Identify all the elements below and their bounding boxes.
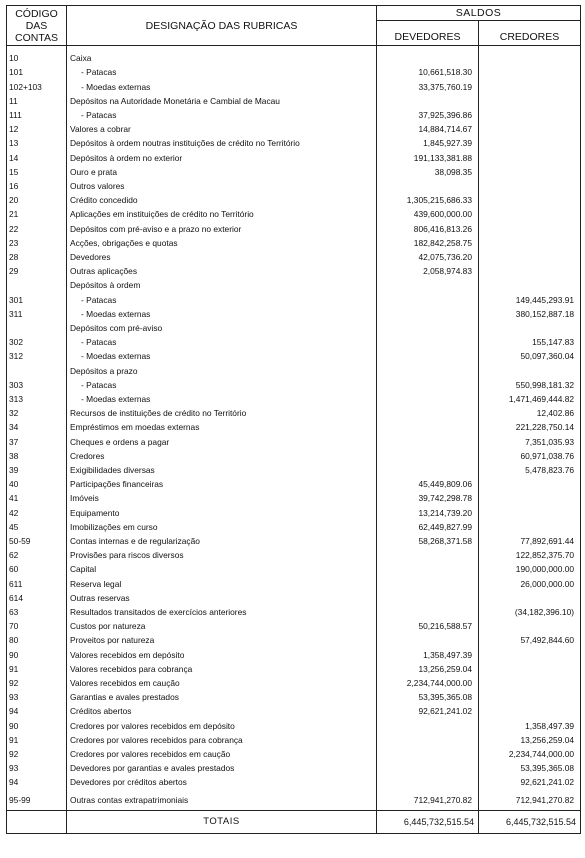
- designation-cell: Garantias e avales prestados: [67, 690, 377, 704]
- table-row: [7, 406, 581, 420]
- debit-cell: [377, 420, 479, 434]
- totals-row: [7, 810, 581, 833]
- table-row: [7, 648, 581, 662]
- table-row: [7, 321, 581, 335]
- designation-cell: Cheques e ordens a pagar: [67, 434, 377, 448]
- credit-cell: [479, 236, 581, 250]
- debit-cell: [377, 278, 479, 292]
- designation-cell: Empréstimos em moedas externas: [67, 420, 377, 434]
- table-header: [7, 6, 581, 46]
- debit-cell: 53,395,365.08: [377, 690, 479, 704]
- credit-cell: 92,621,241.02: [479, 775, 581, 789]
- designation-cell: Depósitos na Autoridade Monetária e Cambial de Macau: [67, 94, 377, 108]
- credit-cell: [479, 207, 581, 221]
- account-code-cell: 311: [7, 307, 67, 321]
- account-code-cell: 11: [7, 94, 67, 108]
- header-designation: DESIGNAÇÃO DAS RUBRICAS: [67, 6, 377, 46]
- designation-cell: Provisões para riscos diversos: [67, 548, 377, 562]
- debit-cell: [377, 51, 479, 65]
- debit-cell: 37,925,396.86: [377, 108, 479, 122]
- table-row: [7, 207, 581, 221]
- credit-cell: 2,234,744,000.00: [479, 747, 581, 761]
- table-footer: [7, 810, 581, 833]
- credit-cell: 122,852,375.70: [479, 548, 581, 562]
- header-balances: SALDOS: [377, 6, 581, 21]
- debit-cell: 92,621,241.02: [377, 704, 479, 718]
- table-row: [7, 733, 581, 747]
- designation-cell: Resultados transitados de exercícios anteriores: [67, 605, 377, 619]
- account-code-cell: 91: [7, 662, 67, 676]
- designation-cell: - Patacas: [67, 108, 377, 122]
- table-row: [7, 165, 581, 179]
- account-code-cell: 102+103: [7, 79, 67, 93]
- account-code-cell: 37: [7, 434, 67, 448]
- account-code-cell: 101: [7, 65, 67, 79]
- account-code-cell: 80: [7, 633, 67, 647]
- designation-cell: Depósitos à ordem: [67, 278, 377, 292]
- table-row: [7, 65, 581, 79]
- credit-cell: 12,402.86: [479, 406, 581, 420]
- designation-cell: Depósitos à ordem no exterior: [67, 150, 377, 164]
- table-row: [7, 591, 581, 605]
- table-row: [7, 491, 581, 505]
- header-credit: CREDORES: [479, 21, 581, 46]
- debit-cell: [377, 335, 479, 349]
- debit-cell: [377, 449, 479, 463]
- designation-cell: Custos por natureza: [67, 619, 377, 633]
- table-row: [7, 264, 581, 278]
- debit-cell: 182,842,258.75: [377, 236, 479, 250]
- table-row: [7, 378, 581, 392]
- credit-cell: 77,892,691.44: [479, 534, 581, 548]
- debit-cell: [377, 463, 479, 477]
- debit-cell: 1,358,497.39: [377, 648, 479, 662]
- designation-cell: Outras contas extrapatrimoniais: [67, 790, 377, 811]
- designation-cell: Contas internas e de regularização: [67, 534, 377, 548]
- debit-cell: [377, 434, 479, 448]
- designation-cell: Acções, obrigações e quotas: [67, 236, 377, 250]
- debit-cell: [377, 548, 479, 562]
- credit-cell: [479, 619, 581, 633]
- table-body: [7, 46, 581, 811]
- account-code-cell: 312: [7, 349, 67, 363]
- debit-cell: 42,075,736.20: [377, 250, 479, 264]
- account-code-cell: 313: [7, 392, 67, 406]
- credit-cell: [479, 278, 581, 292]
- designation-cell: Devedores por créditos abertos: [67, 775, 377, 789]
- table-row: [7, 662, 581, 676]
- account-code-cell: 62: [7, 548, 67, 562]
- balance-table: [6, 5, 581, 834]
- credit-cell: [479, 250, 581, 264]
- credit-cell: 13,256,259.04: [479, 733, 581, 747]
- credit-cell: [479, 506, 581, 520]
- credit-cell: 5,478,823.76: [479, 463, 581, 477]
- table-row: [7, 221, 581, 235]
- designation-cell: Caixa: [67, 51, 377, 65]
- debit-cell: 1,845,927.39: [377, 136, 479, 150]
- account-code-cell: 611: [7, 577, 67, 591]
- debit-cell: 13,214,739.20: [377, 506, 479, 520]
- table-row: [7, 349, 581, 363]
- credit-cell: 380,152,887.18: [479, 307, 581, 321]
- account-code-cell: 34: [7, 420, 67, 434]
- account-code-cell: 70: [7, 619, 67, 633]
- account-code-cell: 22: [7, 221, 67, 235]
- account-code-cell: 13: [7, 136, 67, 150]
- debit-cell: [377, 633, 479, 647]
- designation-cell: - Patacas: [67, 378, 377, 392]
- debit-cell: 1,305,215,686.33: [377, 193, 479, 207]
- table-row: [7, 392, 581, 406]
- designation-cell: Devedores por garantias e avales prestados: [67, 761, 377, 775]
- account-code-cell: 23: [7, 236, 67, 250]
- header-code-line-3: CONTAS: [15, 31, 58, 44]
- debit-cell: 191,133,381.88: [377, 150, 479, 164]
- account-code-cell: 60: [7, 562, 67, 576]
- table-row: [7, 747, 581, 761]
- table-row: [7, 420, 581, 434]
- table-row: [7, 236, 581, 250]
- table-row: [7, 193, 581, 207]
- header-account-code: [7, 6, 67, 46]
- header-code-line-2: DAS: [25, 19, 48, 32]
- account-code-cell: 111: [7, 108, 67, 122]
- designation-cell: - Moedas externas: [67, 349, 377, 363]
- account-code-cell: 38: [7, 449, 67, 463]
- table-row: [7, 562, 581, 576]
- credit-cell: [479, 165, 581, 179]
- debit-cell: [377, 733, 479, 747]
- credit-cell: [479, 193, 581, 207]
- designation-cell: Devedores: [67, 250, 377, 264]
- account-code-cell: 92: [7, 676, 67, 690]
- debit-cell: [377, 94, 479, 108]
- credit-cell: [479, 704, 581, 718]
- credit-cell: 60,971,038.76: [479, 449, 581, 463]
- credit-cell: [479, 79, 581, 93]
- account-code-cell: 14: [7, 150, 67, 164]
- account-code-cell: 93: [7, 761, 67, 775]
- totals-credit: 6,445,732,515.54: [479, 810, 581, 833]
- designation-cell: Credores por valores recebidos para cobrança: [67, 733, 377, 747]
- designation-cell: Créditos abertos: [67, 704, 377, 718]
- designation-cell: Depósitos com pré-aviso e a prazo no exterior: [67, 221, 377, 235]
- header-code-line-1: CÓDIGO: [15, 7, 58, 20]
- table-row: [7, 250, 581, 264]
- debit-cell: [377, 406, 479, 420]
- totals-debit: 6,445,732,515.54: [377, 810, 479, 833]
- designation-cell: Proveitos por natureza: [67, 633, 377, 647]
- debit-cell: [377, 363, 479, 377]
- credit-cell: [479, 150, 581, 164]
- credit-cell: 221,228,750.14: [479, 420, 581, 434]
- table-row: [7, 122, 581, 136]
- designation-cell: Credores por valores recebidos em caução: [67, 747, 377, 761]
- account-code-cell: 16: [7, 179, 67, 193]
- debit-cell: 2,234,744,000.00: [377, 676, 479, 690]
- credit-cell: [479, 94, 581, 108]
- table-row: [7, 108, 581, 122]
- credit-cell: [479, 648, 581, 662]
- designation-cell: - Patacas: [67, 292, 377, 306]
- designation-cell: Aplicações em instituições de crédito no Território: [67, 207, 377, 221]
- debit-cell: [377, 719, 479, 733]
- designation-cell: Valores recebidos em caução: [67, 676, 377, 690]
- debit-cell: [377, 747, 479, 761]
- account-code-cell: [7, 321, 67, 335]
- table-row: [7, 292, 581, 306]
- account-code-cell: 45: [7, 520, 67, 534]
- debit-cell: [377, 292, 479, 306]
- credit-cell: 712,941,270.82: [479, 790, 581, 811]
- table-row: [7, 434, 581, 448]
- account-code-cell: 90: [7, 648, 67, 662]
- table-row: [7, 619, 581, 633]
- credit-cell: 7,351,035.93: [479, 434, 581, 448]
- debit-cell: 13,256,259.04: [377, 662, 479, 676]
- debit-cell: [377, 392, 479, 406]
- account-code-cell: 10: [7, 51, 67, 65]
- credit-cell: [479, 676, 581, 690]
- designation-cell: Credores: [67, 449, 377, 463]
- account-code-cell: 40: [7, 477, 67, 491]
- account-code-cell: 41: [7, 491, 67, 505]
- credit-cell: [479, 477, 581, 491]
- table-row: [7, 520, 581, 534]
- account-code-cell: 614: [7, 591, 67, 605]
- table-row: [7, 136, 581, 150]
- designation-cell: Valores recebidos para cobrança: [67, 662, 377, 676]
- credit-cell: [479, 108, 581, 122]
- designation-cell: - Moedas externas: [67, 392, 377, 406]
- table-row: [7, 477, 581, 491]
- designation-cell: Imóveis: [67, 491, 377, 505]
- credit-cell: [479, 591, 581, 605]
- designation-cell: - Patacas: [67, 335, 377, 349]
- table-row: [7, 633, 581, 647]
- table-row: [7, 577, 581, 591]
- debit-cell: 45,449,809.06: [377, 477, 479, 491]
- debit-cell: 33,375,760.19: [377, 79, 479, 93]
- designation-cell: Capital: [67, 562, 377, 576]
- credit-cell: [479, 179, 581, 193]
- debit-cell: 10,661,518.30: [377, 65, 479, 79]
- account-code-cell: 21: [7, 207, 67, 221]
- designation-cell: Outras aplicações: [67, 264, 377, 278]
- debit-cell: 2,058,974.83: [377, 264, 479, 278]
- credit-cell: (34,182,396.10): [479, 605, 581, 619]
- debit-cell: [377, 378, 479, 392]
- debit-cell: 14,884,714.67: [377, 122, 479, 136]
- table-row: [7, 605, 581, 619]
- debit-cell: [377, 775, 479, 789]
- debit-cell: [377, 577, 479, 591]
- account-code-cell: 303: [7, 378, 67, 392]
- header-debit: DEVEDORES: [377, 21, 479, 46]
- table-row: [7, 335, 581, 349]
- account-code-cell: 94: [7, 775, 67, 789]
- account-code-cell: 15: [7, 165, 67, 179]
- designation-cell: Valores recebidos em depósito: [67, 648, 377, 662]
- table-row: [7, 179, 581, 193]
- credit-cell: 190,000,000.00: [479, 562, 581, 576]
- account-code-cell: [7, 363, 67, 377]
- credit-cell: [479, 51, 581, 65]
- designation-cell: Reserva legal: [67, 577, 377, 591]
- account-code-cell: 90: [7, 719, 67, 733]
- credit-cell: [479, 264, 581, 278]
- credit-cell: [479, 690, 581, 704]
- debit-cell: [377, 605, 479, 619]
- table-row: [7, 363, 581, 377]
- table-row: [7, 690, 581, 704]
- designation-cell: - Moedas externas: [67, 79, 377, 93]
- account-code-cell: 302: [7, 335, 67, 349]
- account-code-cell: 92: [7, 747, 67, 761]
- table-row: [7, 790, 581, 811]
- table-row: [7, 548, 581, 562]
- debit-cell: [377, 321, 479, 335]
- account-code-cell: 95-99: [7, 790, 67, 811]
- debit-cell: 38,098.35: [377, 165, 479, 179]
- designation-cell: Depósitos a prazo: [67, 363, 377, 377]
- table-row: [7, 307, 581, 321]
- credit-cell: [479, 491, 581, 505]
- table-row: [7, 79, 581, 93]
- designation-cell: Ouro e prata: [67, 165, 377, 179]
- table-row: [7, 51, 581, 65]
- table-row: [7, 775, 581, 789]
- account-code-cell: 20: [7, 193, 67, 207]
- debit-cell: [377, 761, 479, 775]
- designation-cell: Exigibilidades diversas: [67, 463, 377, 477]
- debit-cell: [377, 591, 479, 605]
- debit-cell: 712,941,270.82: [377, 790, 479, 811]
- designation-cell: Credores por valores recebidos em depósito: [67, 719, 377, 733]
- table-row: [7, 463, 581, 477]
- credit-cell: [479, 662, 581, 676]
- credit-cell: 149,445,293.91: [479, 292, 581, 306]
- account-code-cell: 12: [7, 122, 67, 136]
- debit-cell: [377, 179, 479, 193]
- credit-cell: [479, 122, 581, 136]
- credit-cell: 550,998,181.32: [479, 378, 581, 392]
- credit-cell: 155,147.83: [479, 335, 581, 349]
- designation-cell: Depósitos à ordem noutras instituições de crédito no Território: [67, 136, 377, 150]
- debit-cell: 58,268,371.58: [377, 534, 479, 548]
- credit-cell: 1,471,469,444.82: [479, 392, 581, 406]
- credit-cell: [479, 363, 581, 377]
- table-row: [7, 719, 581, 733]
- account-code-cell: 29: [7, 264, 67, 278]
- designation-cell: Outros valores: [67, 179, 377, 193]
- credit-cell: [479, 321, 581, 335]
- table-row: [7, 761, 581, 775]
- credit-cell: 26,000,000.00: [479, 577, 581, 591]
- credit-cell: 1,358,497.39: [479, 719, 581, 733]
- account-code-cell: 32: [7, 406, 67, 420]
- designation-cell: - Patacas: [67, 65, 377, 79]
- account-code-cell: 42: [7, 506, 67, 520]
- designation-cell: Recursos de instituições de crédito no Território: [67, 406, 377, 420]
- designation-cell: Outras reservas: [67, 591, 377, 605]
- credit-cell: 50,097,360.04: [479, 349, 581, 363]
- table-row: [7, 278, 581, 292]
- account-code-cell: 39: [7, 463, 67, 477]
- credit-cell: [479, 136, 581, 150]
- debit-cell: 62,449,827.99: [377, 520, 479, 534]
- account-code-cell: [7, 278, 67, 292]
- totals-empty-cell: [7, 810, 67, 833]
- designation-cell: - Moedas externas: [67, 307, 377, 321]
- account-code-cell: 91: [7, 733, 67, 747]
- designation-cell: Crédito concedido: [67, 193, 377, 207]
- debit-cell: 806,416,813.26: [377, 221, 479, 235]
- table-row: [7, 506, 581, 520]
- totals-label: TOTAIS: [67, 810, 377, 833]
- designation-cell: Participações financeiras: [67, 477, 377, 491]
- account-code-cell: 50-59: [7, 534, 67, 548]
- designation-cell: Valores a cobrar: [67, 122, 377, 136]
- designation-cell: Depósitos com pré-aviso: [67, 321, 377, 335]
- debit-cell: [377, 562, 479, 576]
- debit-cell: 50,216,588.57: [377, 619, 479, 633]
- balance-sheet: [6, 5, 580, 853]
- table-row: [7, 676, 581, 690]
- credit-cell: [479, 221, 581, 235]
- table-row: [7, 534, 581, 548]
- debit-cell: [377, 349, 479, 363]
- table-row: [7, 150, 581, 164]
- designation-cell: Imobilizações em curso: [67, 520, 377, 534]
- account-code-cell: 63: [7, 605, 67, 619]
- account-code-cell: 301: [7, 292, 67, 306]
- table-row: [7, 704, 581, 718]
- table-row: [7, 449, 581, 463]
- credit-cell: 53,395,365.08: [479, 761, 581, 775]
- account-code-cell: 28: [7, 250, 67, 264]
- account-code-cell: 93: [7, 690, 67, 704]
- table-row: [7, 94, 581, 108]
- credit-cell: [479, 520, 581, 534]
- designation-cell: Equipamento: [67, 506, 377, 520]
- credit-cell: [479, 65, 581, 79]
- debit-cell: 39,742,298.78: [377, 491, 479, 505]
- account-code-cell: 94: [7, 704, 67, 718]
- debit-cell: 439,600,000.00: [377, 207, 479, 221]
- debit-cell: [377, 307, 479, 321]
- credit-cell: 57,492,844.60: [479, 633, 581, 647]
